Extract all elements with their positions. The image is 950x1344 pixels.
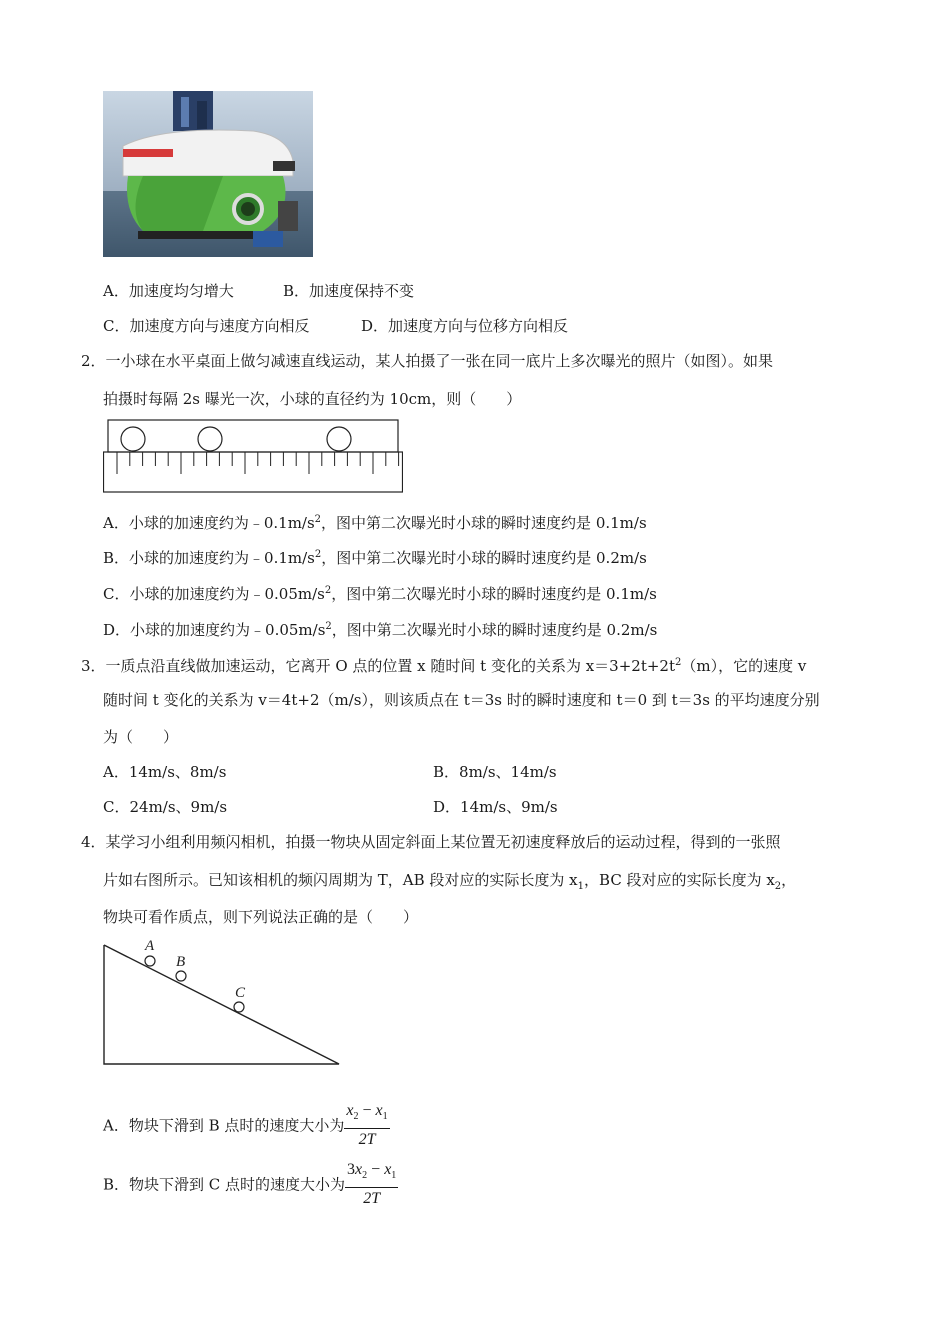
incline-diagram bbox=[103, 935, 343, 1067]
q3-stem-line3: 为（ ） bbox=[103, 728, 179, 746]
q4-line2-text-2: ，BC 段对应的实际长度为 x bbox=[584, 871, 775, 889]
fraction-b bbox=[345, 1160, 398, 1209]
q3-line1-text: 3．一质点沿直线做加速运动，它离开 O 点的位置 x 随时间 t 变化的关系为 x＝3+2t+2t bbox=[81, 657, 675, 675]
q1-option-c[interactable]: C．加速度方向与速度方向相反 bbox=[103, 317, 310, 335]
var-x: x bbox=[346, 1102, 354, 1119]
denominator: 2T bbox=[358, 1131, 376, 1149]
subscript: 1 bbox=[577, 881, 585, 892]
q3-line1-text-2: （m），它的速度 v bbox=[681, 657, 807, 675]
label-b: B bbox=[176, 954, 186, 970]
q2-option-d-text: D．小球的加速度约为﹣0.05m/s bbox=[103, 621, 326, 639]
submersible-photo bbox=[103, 91, 313, 257]
q3-stem-line1 bbox=[81, 653, 806, 676]
superscript: 2 bbox=[324, 585, 332, 596]
var-x: x bbox=[375, 1102, 383, 1119]
subscript: 1 bbox=[391, 1170, 397, 1182]
q4-option-b-text: B．物块下滑到 C 点时的速度大小为 bbox=[103, 1175, 346, 1194]
ball-2 bbox=[198, 427, 222, 451]
q2-stem-line2: 拍摄时每隔 2s 曝光一次，小球的直径约为 10cm，则（ ） bbox=[103, 390, 522, 408]
q1-option-d[interactable]: D．加速度方向与位移方向相反 bbox=[361, 317, 569, 335]
subscript: 1 bbox=[382, 1111, 388, 1123]
q2-ruler-figure bbox=[103, 419, 403, 493]
block-b bbox=[176, 971, 186, 981]
fraction-a bbox=[344, 1101, 389, 1150]
ruler-with-balls bbox=[103, 419, 403, 493]
block-c bbox=[234, 1002, 244, 1012]
q2-option-b-text: B．小球的加速度约为﹣0.1m/s bbox=[103, 549, 315, 567]
denominator: 2T bbox=[363, 1190, 381, 1208]
coefficient: 3 bbox=[347, 1161, 356, 1178]
q4-option-a[interactable] bbox=[103, 1101, 390, 1150]
q2-option-b-text-2: ，图中第二次曝光时小球的瞬时速度约是 0.2m/s bbox=[321, 549, 647, 567]
q4-stem-line2 bbox=[103, 870, 796, 897]
label-a: A bbox=[145, 938, 155, 954]
block-a bbox=[145, 956, 155, 966]
q1-option-a[interactable]: A．加速度均匀增大 bbox=[103, 282, 234, 300]
ball-1 bbox=[121, 427, 145, 451]
q4-option-b[interactable] bbox=[103, 1160, 398, 1209]
q3-stem-line2: 随时间 t 变化的关系为 v＝4t+2（m/s），则该质点在 t＝3s 时的瞬时速度和 t＝0 到 t＝3s 的平均速度分别 bbox=[103, 691, 820, 709]
q4-line2-text-3: ， bbox=[781, 871, 797, 889]
label-c: C bbox=[235, 985, 246, 1001]
q1-option-b[interactable]: B．加速度保持不变 bbox=[283, 282, 415, 300]
minus: − bbox=[367, 1161, 385, 1178]
q2-option-b[interactable] bbox=[103, 545, 647, 568]
q3-option-d[interactable]: D．14m/s、9m/s bbox=[433, 798, 558, 816]
q2-option-d[interactable] bbox=[103, 617, 657, 640]
subscript: 2 bbox=[353, 1111, 359, 1123]
q2-option-c-text-2: ，图中第二次曝光时小球的瞬时速度约是 0.1m/s bbox=[331, 585, 657, 603]
q2-stem-line1: 2．一小球在水平桌面上做匀减速直线运动，某人拍摄了一张在同一底片上多次曝光的照片（如图）。如果 bbox=[81, 352, 774, 370]
subscript: 2 bbox=[774, 881, 782, 892]
q2-option-c-text: C．小球的加速度约为﹣0.05m/s bbox=[103, 585, 325, 603]
q2-option-c[interactable] bbox=[103, 581, 657, 604]
var-x: x bbox=[355, 1161, 363, 1178]
var-x: x bbox=[384, 1161, 392, 1178]
minus: − bbox=[358, 1102, 376, 1119]
superscript: 2 bbox=[675, 657, 682, 668]
q4-stem-line3: 物块可看作质点，则下列说法正确的是（ ） bbox=[103, 908, 419, 926]
q4-incline-figure bbox=[103, 935, 343, 1067]
superscript: 2 bbox=[325, 621, 332, 632]
q4-option-a-text: A．物块下滑到 B 点时的速度大小为 bbox=[103, 1116, 345, 1135]
ball-3 bbox=[327, 427, 351, 451]
q2-option-a-text: A．小球的加速度约为﹣0.1m/s bbox=[103, 514, 315, 532]
q4-stem-line1: 4．某学习小组利用频闪相机，拍摄一物块从固定斜面上某位置无初速度释放后的运动过程，得到的一张照 bbox=[81, 833, 781, 851]
q3-option-c[interactable]: C．24m/s、9m/s bbox=[103, 798, 228, 816]
superscript: 2 bbox=[314, 514, 322, 525]
superscript: 2 bbox=[314, 549, 322, 560]
q3-option-a[interactable]: A．14m/s、8m/s bbox=[103, 763, 227, 781]
q3-option-b[interactable]: B．8m/s、14m/s bbox=[433, 763, 557, 781]
q4-line2-text: 片如右图所示。已知该相机的频闪周期为 T，AB 段对应的实际长度为 x bbox=[103, 871, 578, 889]
q2-option-a[interactable] bbox=[103, 510, 647, 533]
q2-option-a-text-2: ，图中第二次曝光时小球的瞬时速度约是 0.1m/s bbox=[321, 514, 647, 532]
submersible-illustration bbox=[103, 91, 313, 257]
q2-option-d-text-2: ，图中第二次曝光时小球的瞬时速度约是 0.2m/s bbox=[331, 621, 658, 639]
subscript: 2 bbox=[362, 1170, 368, 1182]
